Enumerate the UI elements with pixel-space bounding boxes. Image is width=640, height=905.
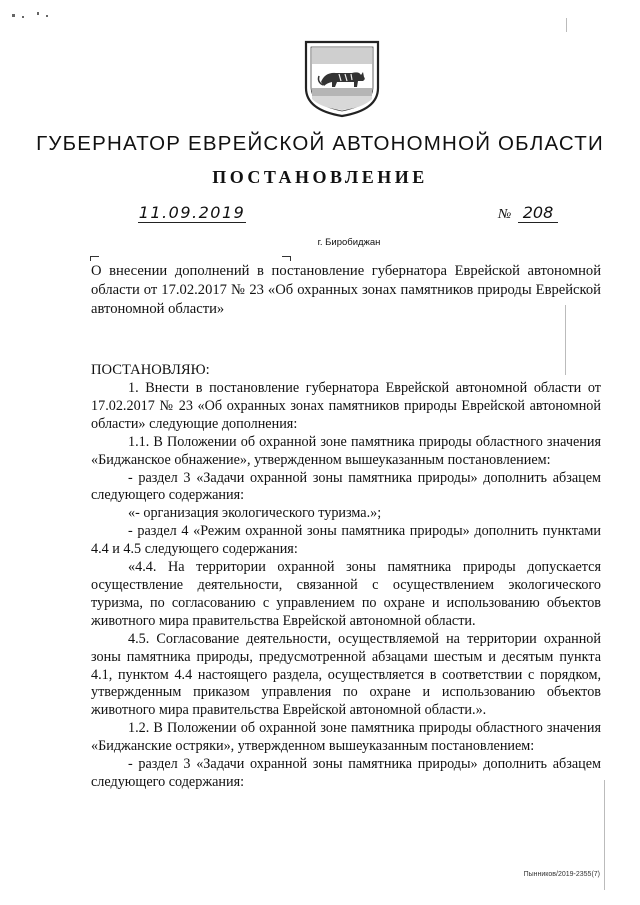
document-date: 11.09.2019 (138, 203, 246, 222)
scan-edge-line (604, 780, 605, 890)
paragraph-item-1: 1. Внести в постановление губернатора Еврейской автономной области от 17.02.2017 № 23 «Об охранных зонах памятников природы Еврейской автономной области» следующие дополнения: (91, 380, 601, 432)
paragraph-section-3-addition-2: - раздел 3 «Задачи охранной зоны памятника природы» дополнить абзацем следующего содержания: (91, 756, 601, 790)
paragraph-point-4-4: «4.4. На территории охранной зоны памятника природы допускается осуществление деятельности, связанной с осуществлением экологического туризма, по согласованию с управлением по охране и использованию объектов животного мира правительства Еврейской автономной области. (91, 559, 601, 629)
paragraph-item-1-2: 1.2. В Положении об охранной зоне памятника природы областного значения «Биджанские остряки», утвержденном вышеуказанным постановлением: (91, 720, 601, 755)
coat-of-arms-emblem (303, 38, 381, 118)
subject-bracket-right (282, 256, 291, 261)
city-line: г. Биробиджан (317, 237, 381, 248)
paragraph-section-3-addition: - раздел 3 «Задачи охранной зоны памятника природы» дополнить абзацем следующего содержания: (91, 469, 601, 504)
paragraph-point-4-5: 4.5. Согласование деятельности, осуществляемой на территории охранной зоны памятника природы, предусмотренной абзацами шестым и десятым пункта 4.1, пунктом 4.4 настоящего раздела, осуществляется в соответствии с порядком, утвержденным приказом управления по охране и использованию объектов животного мира правительства Еврейской автономной области.». (91, 630, 601, 719)
paragraph-section-4-addition: - раздел 4 «Режим охранной зоны памятника природы» дополнить пунктами 4.4 и 4.5 следующего содержания: (91, 523, 601, 558)
document-subject: О внесении дополнений в постановление губернатора Еврейской автономной области от 17.02.2017 № 23 «Об охранных зонах памятников природы Еврейской автономной области» (91, 263, 601, 317)
document-body (91, 380, 601, 792)
document-number: 208 (518, 203, 558, 223)
number-label: № (498, 207, 512, 222)
paragraph-quoted-item: «- организация экологического туризма.»; (128, 505, 382, 522)
governor-title: ГУБЕРНАТОР ЕВРЕЙСКОЙ АВТОНОМНОЙ ОБЛАСТИ (36, 132, 604, 155)
decree-word: ПОСТАНОВЛЯЮ: (91, 362, 210, 378)
paragraph-item-1-1: 1.1. В Положении об охранной зоне памятника природы областного значения «Биджанское обнажение», утвержденном вышеуказанным постановлением: (91, 433, 601, 468)
document-footer-code: Пынников/2019-2355(7) (523, 871, 600, 878)
scan-mark (46, 15, 48, 17)
subject-bracket-left (90, 256, 99, 261)
scan-mark (12, 14, 15, 17)
scan-mark (37, 12, 39, 15)
document-type-heading: ПОСТАНОВЛЕНИЕ (212, 167, 428, 187)
scan-edge-line (566, 18, 567, 32)
scan-mark (22, 16, 24, 18)
scan-edge-line (565, 305, 566, 375)
